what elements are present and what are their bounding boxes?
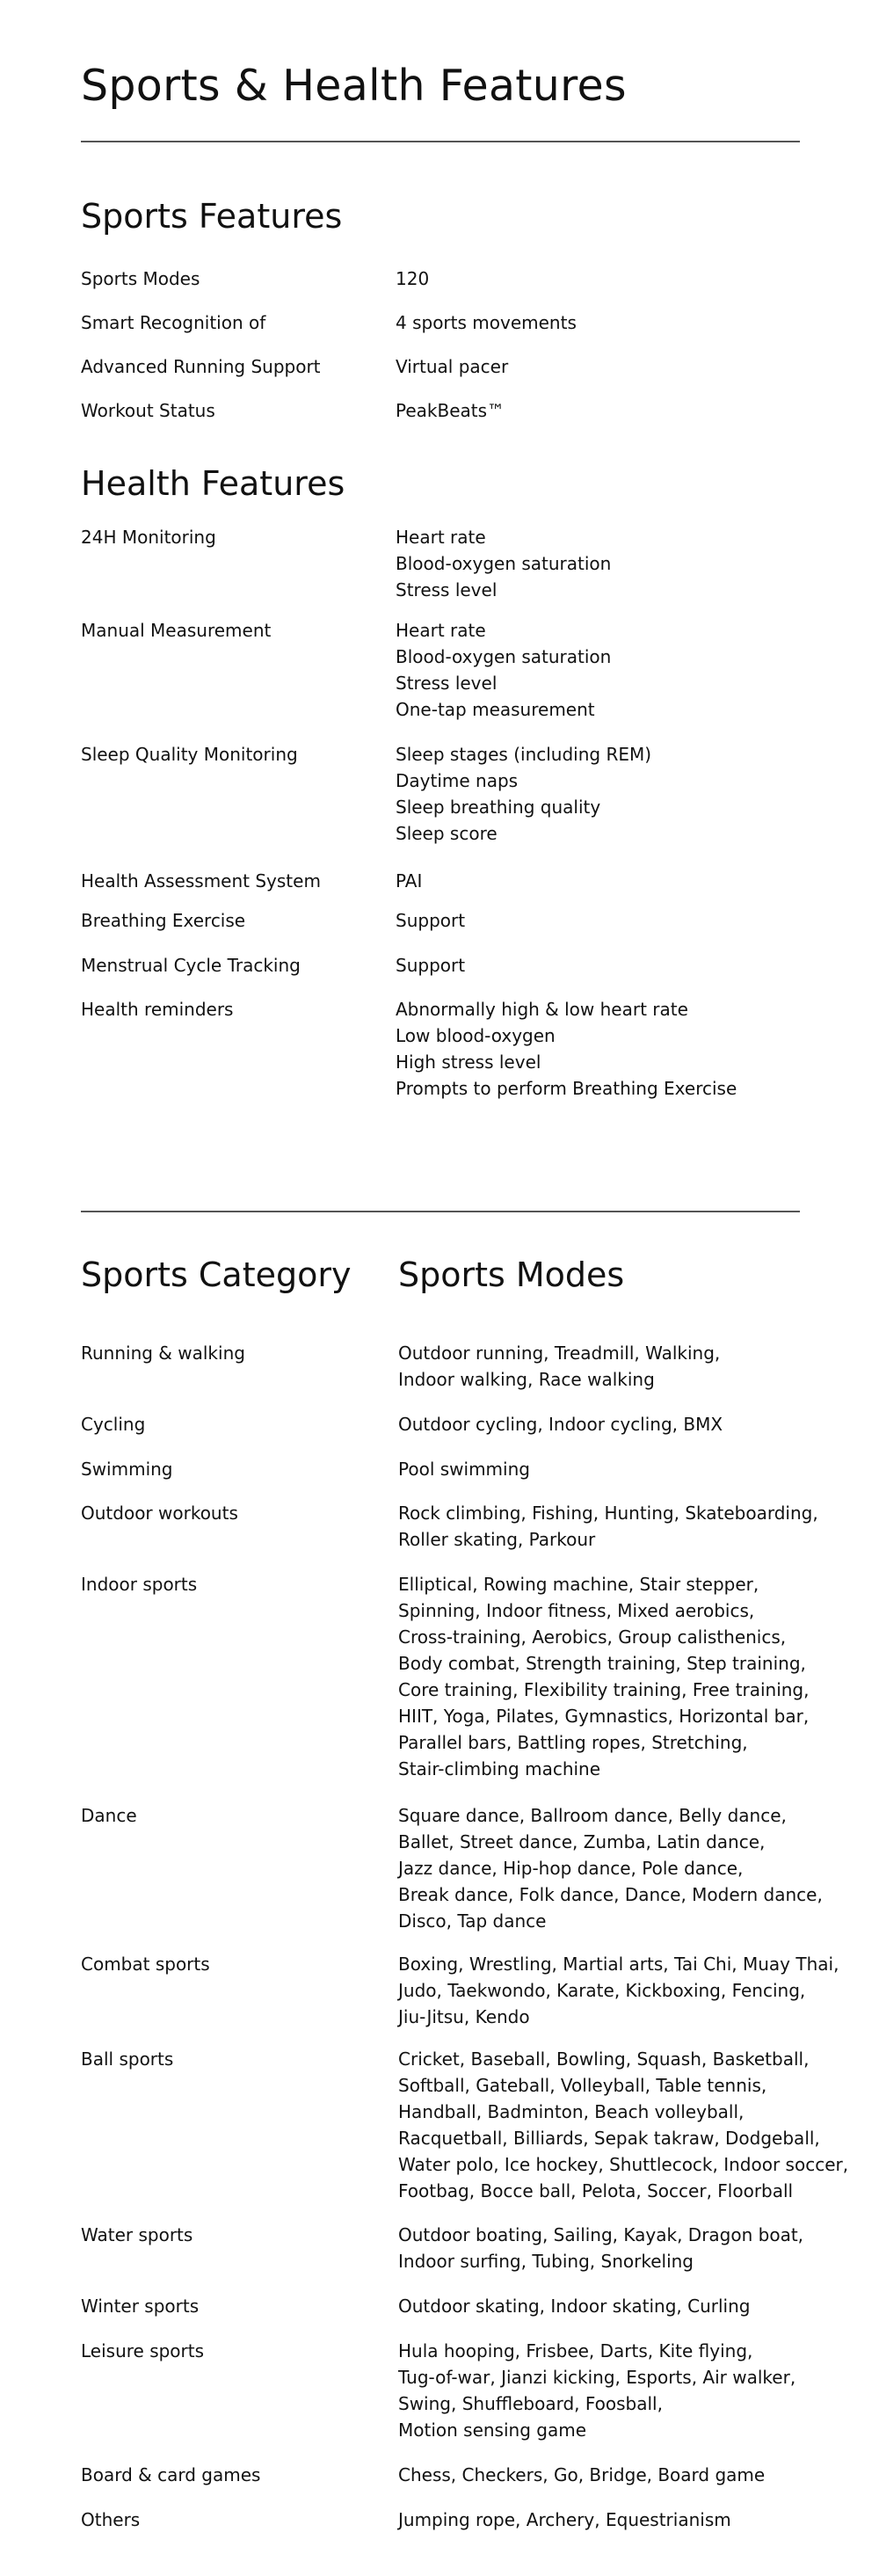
spec-value-line: High stress level bbox=[396, 1052, 541, 1073]
sport-modes-list bbox=[398, 1802, 855, 1934]
spec-label: Workout Status bbox=[81, 400, 215, 421]
sport-category-label: Outdoor workouts bbox=[81, 1503, 238, 1524]
spec-value bbox=[396, 266, 853, 292]
sport-modes-line: Stair-climbing machine bbox=[398, 1758, 601, 1779]
sport-modes-list bbox=[398, 2338, 855, 2443]
sports-category-heading: Sports Category bbox=[81, 1255, 352, 1294]
sport-modes-line: Pool swimming bbox=[398, 1459, 530, 1480]
sport-modes-line: Cross-training, Aerobics, Group calisthenics, bbox=[398, 1626, 787, 1648]
section-divider bbox=[81, 1211, 800, 1212]
sport-category-label: Combat sports bbox=[81, 1954, 210, 1975]
sport-modes-line: Swing, Shuffleboard, Foosball, bbox=[398, 2393, 663, 2414]
sport-row-combat-sports bbox=[81, 1951, 854, 2027]
spec-value-line: 4 sports movements bbox=[396, 312, 577, 333]
sport-modes-line: Cricket, Baseball, Bowling, Squash, Basketball, bbox=[398, 2048, 810, 2070]
spec-value-line: One-tap measurement bbox=[396, 699, 595, 720]
sport-category-label: Board & card games bbox=[81, 2464, 261, 2485]
spec-value-line: Abnormally high & low heart rate bbox=[396, 999, 688, 1020]
sport-row-outdoor-workouts bbox=[81, 1500, 854, 1550]
sport-modes-line: Square dance, Ballroom dance, Belly dance, bbox=[398, 1805, 787, 1826]
spec-value-line: PAI bbox=[396, 870, 423, 891]
spec-value-line: Virtual pacer bbox=[396, 356, 509, 377]
sport-modes-list bbox=[398, 1456, 855, 1482]
sport-category-label: Dance bbox=[81, 1805, 137, 1826]
spec-value-line: Heart rate bbox=[396, 620, 486, 641]
sport-modes-line: Jazz dance, Hip-hop dance, Pole dance, bbox=[398, 1858, 744, 1879]
sport-modes-line: Racquetball, Billiards, Sepak takraw, Dodgeball, bbox=[398, 2128, 820, 2149]
sport-modes-line: Jumping rope, Archery, Equestrianism bbox=[398, 2509, 731, 2530]
sport-category-label: Running & walking bbox=[81, 1343, 245, 1364]
sport-modes-line: Motion sensing game bbox=[398, 2420, 587, 2441]
sport-modes-list bbox=[398, 1571, 855, 1782]
sport-modes-line: Tug-of-war, Jianzi kicking, Esports, Air walker, bbox=[398, 2367, 796, 2388]
spec-label: Sports Modes bbox=[81, 268, 200, 289]
sport-modes-line: HIIT, Yoga, Pilates, Gymnastics, Horizontal bar, bbox=[398, 1706, 810, 1727]
spec-value-line: Blood-oxygen saturation bbox=[396, 553, 612, 574]
sport-modes-line: Rock climbing, Fishing, Hunting, Skateboarding, bbox=[398, 1503, 818, 1524]
spec-value-line: Sleep breathing quality bbox=[396, 797, 601, 818]
spec-value-line: 120 bbox=[396, 268, 430, 289]
sport-category-label: Others bbox=[81, 2509, 141, 2530]
spec-value bbox=[396, 868, 853, 894]
spec-value bbox=[396, 353, 853, 380]
sport-row-cycling bbox=[81, 1411, 854, 1435]
spec-row-24h-monitoring bbox=[81, 524, 854, 600]
sport-modes-line: Disco, Tap dance bbox=[398, 1910, 547, 1932]
spec-value-line: Sleep score bbox=[396, 823, 498, 844]
spec-value-line: Daytime naps bbox=[396, 770, 519, 791]
spec-value-line: Support bbox=[396, 910, 466, 931]
spec-value bbox=[396, 996, 853, 1102]
sport-category-label: Cycling bbox=[81, 1414, 146, 1435]
sport-category-label: Swimming bbox=[81, 1459, 173, 1480]
sport-modes-line: Handball, Badminton, Beach volleyball, bbox=[398, 2101, 745, 2122]
sport-modes-line: Jiu-Jitsu, Kendo bbox=[398, 2006, 530, 2027]
spec-label: Sleep Quality Monitoring bbox=[81, 744, 298, 765]
spec-row-workout-status bbox=[81, 397, 854, 421]
sport-row-winter-sports bbox=[81, 2293, 854, 2317]
sport-modes-line: Water polo, Ice hockey, Shuttlecock, Indoor soccer, bbox=[398, 2154, 849, 2175]
spec-label: 24H Monitoring bbox=[81, 527, 216, 548]
sport-category-label: Indoor sports bbox=[81, 1574, 198, 1595]
spec-value bbox=[396, 397, 853, 424]
spec-value-line: Sleep stages (including REM) bbox=[396, 744, 652, 765]
spec-value bbox=[396, 617, 853, 723]
spec-value bbox=[396, 524, 853, 603]
spec-label: Advanced Running Support bbox=[81, 356, 321, 377]
health-features-heading: Health Features bbox=[81, 464, 345, 503]
spec-row-running-support bbox=[81, 353, 854, 377]
spec-value-line: Heart rate bbox=[396, 527, 486, 548]
spec-value-line: Prompts to perform Breathing Exercise bbox=[396, 1078, 737, 1099]
sport-row-ball-sports bbox=[81, 2046, 854, 2201]
sport-modes-list bbox=[398, 2046, 855, 2204]
spec-label: Breathing Exercise bbox=[81, 910, 246, 931]
spec-value-line: Stress level bbox=[396, 579, 498, 600]
spec-value-line: PeakBeats™ bbox=[396, 400, 505, 421]
sport-modes-list bbox=[398, 2462, 855, 2488]
spec-value bbox=[396, 741, 853, 847]
spec-value-line: Stress level bbox=[396, 673, 498, 694]
spec-value bbox=[396, 309, 853, 336]
spec-label: Smart Recognition of bbox=[81, 312, 266, 333]
page-title: Sports & Health Features bbox=[81, 61, 627, 111]
sport-category-label: Water sports bbox=[81, 2224, 193, 2245]
sport-modes-line: Judo, Taekwondo, Karate, Kickboxing, Fencing, bbox=[398, 1980, 806, 2001]
spec-value-line: Blood-oxygen saturation bbox=[396, 646, 612, 667]
sport-row-board-card-games bbox=[81, 2462, 854, 2485]
sport-modes-list bbox=[398, 1500, 855, 1553]
sport-row-swimming bbox=[81, 1456, 854, 1480]
sports-modes-heading: Sports Modes bbox=[398, 1255, 625, 1294]
sport-category-label: Ball sports bbox=[81, 2048, 174, 2070]
sport-modes-line: Footbag, Bocce ball, Pelota, Soccer, Floorball bbox=[398, 2180, 794, 2201]
sport-category-label: Winter sports bbox=[81, 2296, 200, 2317]
sport-modes-list bbox=[398, 2293, 855, 2319]
sport-modes-line: Boxing, Wrestling, Martial arts, Tai Chi, Muay Thai, bbox=[398, 1954, 839, 1975]
sport-modes-line: Parallel bars, Battling ropes, Stretching, bbox=[398, 1732, 748, 1753]
sport-modes-list bbox=[398, 1411, 855, 1437]
spec-value bbox=[396, 952, 853, 979]
sport-modes-line: Elliptical, Rowing machine, Stair stepper, bbox=[398, 1574, 759, 1595]
sport-modes-line: Outdoor running, Treadmill, Walking, bbox=[398, 1343, 721, 1364]
sport-modes-line: Hula hooping, Frisbee, Darts, Kite flying, bbox=[398, 2340, 753, 2361]
spec-label: Health Assessment System bbox=[81, 870, 321, 891]
spec-label: Menstrual Cycle Tracking bbox=[81, 955, 301, 976]
sport-modes-line: Body combat, Strength training, Step training, bbox=[398, 1653, 806, 1674]
spec-row-sleep-monitoring bbox=[81, 741, 854, 844]
spec-row-breathing-exercise bbox=[81, 907, 854, 931]
sport-modes-line: Spinning, Indoor fitness, Mixed aerobics, bbox=[398, 1600, 755, 1621]
sport-modes-line: Chess, Checkers, Go, Bridge, Board game bbox=[398, 2464, 766, 2485]
sport-modes-list bbox=[398, 1340, 855, 1393]
sport-modes-line: Ballet, Street dance, Zumba, Latin dance, bbox=[398, 1831, 766, 1852]
sport-modes-line: Core training, Flexibility training, Free training, bbox=[398, 1679, 810, 1700]
spec-row-menstrual-tracking bbox=[81, 952, 854, 976]
sport-modes-line: Softball, Gateball, Volleyball, Table tennis, bbox=[398, 2075, 767, 2096]
spec-value-line: Support bbox=[396, 955, 466, 976]
spec-value bbox=[396, 907, 853, 934]
sport-modes-line: Outdoor boating, Sailing, Kayak, Dragon boat, bbox=[398, 2224, 804, 2245]
spec-label: Manual Measurement bbox=[81, 620, 272, 641]
sport-row-leisure-sports bbox=[81, 2338, 854, 2441]
sport-modes-line: Outdoor skating, Indoor skating, Curling bbox=[398, 2296, 751, 2317]
sports-features-heading: Sports Features bbox=[81, 197, 343, 236]
sport-category-label: Leisure sports bbox=[81, 2340, 205, 2361]
sport-modes-line: Break dance, Folk dance, Dance, Modern dance, bbox=[398, 1884, 823, 1905]
sport-modes-list bbox=[398, 2507, 855, 2533]
spec-row-smart-recognition bbox=[81, 309, 854, 333]
spec-row-manual-measurement bbox=[81, 617, 854, 720]
sport-row-water-sports bbox=[81, 2222, 854, 2272]
spec-row-health-reminders bbox=[81, 996, 854, 1099]
spec-label: Health reminders bbox=[81, 999, 234, 1020]
spec-row-health-assessment bbox=[81, 868, 854, 891]
sport-modes-line: Indoor surfing, Tubing, Snorkeling bbox=[398, 2251, 694, 2272]
sport-modes-line: Roller skating, Parkour bbox=[398, 1529, 596, 1550]
sport-row-indoor-sports bbox=[81, 1571, 854, 1779]
sport-modes-list bbox=[398, 1951, 855, 2030]
title-divider bbox=[81, 141, 800, 142]
sport-modes-line: Outdoor cycling, Indoor cycling, BMX bbox=[398, 1414, 723, 1435]
sport-modes-line: Indoor walking, Race walking bbox=[398, 1369, 655, 1390]
spec-value-line: Low blood-oxygen bbox=[396, 1025, 556, 1046]
sport-modes-list bbox=[398, 2222, 855, 2274]
sport-row-dance bbox=[81, 1802, 854, 1932]
sport-row-running-walking bbox=[81, 1340, 854, 1390]
